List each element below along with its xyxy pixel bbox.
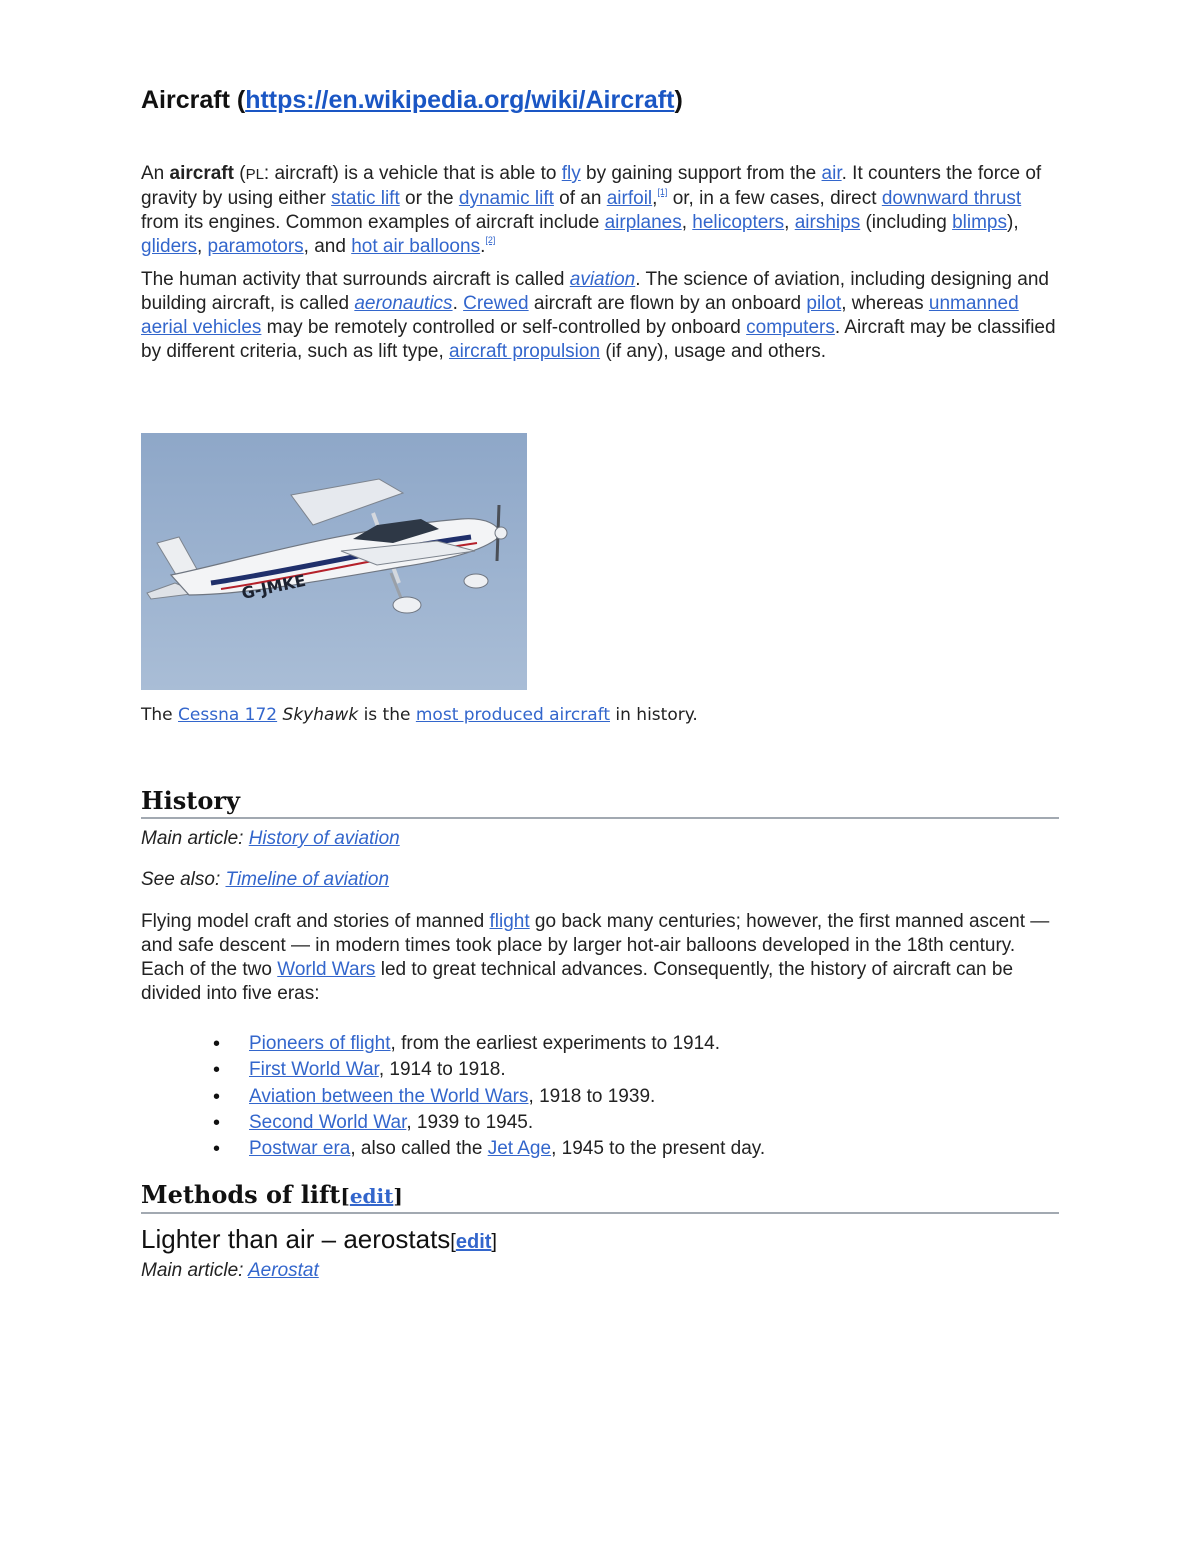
edit-methods-button[interactable]: edit <box>349 1184 394 1208</box>
link-aviation-between-wars[interactable]: Aviation between the World Wars <box>249 1085 529 1107</box>
link-static-lift[interactable]: static lift <box>331 188 400 209</box>
link-airplanes[interactable]: airplanes <box>604 212 682 233</box>
edit-section-link: [edit] <box>450 1231 497 1253</box>
link-flight[interactable]: flight <box>489 911 530 932</box>
link-postwar-era[interactable]: Postwar era <box>249 1138 351 1160</box>
link-aircraft-propulsion[interactable]: aircraft propulsion <box>449 341 601 362</box>
reference-1[interactable]: [1] <box>657 187 668 197</box>
link-airfoil[interactable]: airfoil <box>606 188 653 209</box>
plural-abbr: PL <box>245 166 264 183</box>
link-world-wars[interactable]: World Wars <box>277 959 376 980</box>
registration-mark: G-JMKE <box>239 570 308 603</box>
link-computers[interactable]: computers <box>746 317 835 338</box>
link-downward-thrust[interactable]: downward thrust <box>881 188 1022 209</box>
history-heading: History <box>141 786 1059 819</box>
link-timeline-of-aviation[interactable]: Timeline of aviation <box>225 869 390 890</box>
list-item: • First World War, 1914 to 1918. <box>141 1057 765 1083</box>
link-airships[interactable]: airships <box>794 212 861 233</box>
methods-of-lift-heading: Methods of lift[edit] <box>141 1180 1059 1214</box>
link-paramotors[interactable]: paramotors <box>207 236 304 257</box>
link-cessna-172[interactable]: Cessna 172 <box>178 705 278 725</box>
page-title: Aircraft (https://en.wikipedia.org/wiki/Aircraft) <box>141 86 683 114</box>
eras-list <box>141 1031 765 1162</box>
aircraft-term: aircraft <box>169 163 234 184</box>
link-fly[interactable]: fly <box>561 163 581 184</box>
cessna-illustration <box>141 433 527 690</box>
aerostat-main-article-note: Main article: Aerostat <box>141 1260 319 1281</box>
aviation-paragraph: The human activity that surrounds aircraft is called aviation. The science of aviation, including designing and building aircraft, is called aeronautics. Crewed aircraft are flown by an onboard pilot, whereas unmanned aerial vehicles may be remotely controlled or self-controlled by onboard computers. Aircraft may be classified by different criteria, such as lift type, aircraft propulsion (if any), usage and others. <box>141 269 1056 362</box>
list-item: • Second World War, 1939 to 1945. <box>141 1110 765 1136</box>
link-uav[interactable]: unmanned aerial vehicles <box>141 293 1019 338</box>
aerostats-heading: Lighter than air – aerostats[edit] <box>141 1224 497 1254</box>
link-pioneers-of-flight[interactable]: Pioneers of flight <box>249 1033 391 1054</box>
wheel-fairing-main <box>393 597 421 613</box>
link-dynamic-lift[interactable]: dynamic lift <box>458 188 554 209</box>
link-aviation[interactable]: aviation <box>569 269 636 290</box>
intro-paragraph: An aircraft (PL: aircraft) is a vehicle that is able to fly by gaining support from the air. It counters the force of gravity by using either static lift or the dynamic lift of an airfoil,[1] or, in a few cases, direct downward thrust from its engines. Common examples of aircraft include airplanes, helicopters, airships (including blimps), gliders, paramotors, and hot air balloons.[2] <box>141 163 1042 257</box>
aircraft-photo <box>141 433 527 690</box>
edit-aerostats-button[interactable]: edit <box>455 1231 492 1253</box>
link-helicopters[interactable]: helicopters <box>692 212 785 233</box>
link-blimps[interactable]: blimps <box>952 212 1007 233</box>
source-url-link[interactable]: https://en.wikipedia.org/wiki/Aircraft <box>245 86 675 114</box>
list-item: • Postwar era, also called the Jet Age, 1945 to the present day. <box>141 1136 765 1162</box>
link-air[interactable]: air <box>821 163 842 184</box>
link-pilot[interactable]: pilot <box>806 293 842 314</box>
link-most-produced-aircraft[interactable]: most produced aircraft <box>415 705 610 725</box>
link-aeronautics[interactable]: aeronautics <box>354 293 453 314</box>
link-crewed[interactable]: Crewed <box>463 293 529 314</box>
main-article-note: Main article: History of aviation <box>141 828 400 849</box>
see-also-note: See also: Timeline of aviation <box>141 869 390 890</box>
link-second-world-war[interactable]: Second World War <box>249 1111 407 1133</box>
link-gliders[interactable]: gliders <box>141 236 197 257</box>
list-item: • Aviation between the World Wars, 1918 to 1939. <box>141 1084 765 1110</box>
spinner <box>495 527 507 539</box>
edit-section-link: [edit] <box>340 1184 403 1208</box>
list-item: • Pioneers of flight, from the earliest experiments to 1914. <box>141 1031 765 1057</box>
link-jet-age[interactable]: Jet Age <box>487 1138 552 1160</box>
figure-caption: The Cessna 172 Skyhawk is the most produced aircraft in history. <box>141 705 698 725</box>
wheel-fairing-nose <box>464 574 488 588</box>
link-first-world-war[interactable]: First World War <box>249 1059 379 1081</box>
link-hot-air-balloons[interactable]: hot air balloons <box>351 236 481 257</box>
link-history-of-aviation[interactable]: History of aviation <box>248 828 400 849</box>
link-aerostat[interactable]: Aerostat <box>248 1260 319 1281</box>
reference-2[interactable]: [2] <box>485 235 496 245</box>
history-paragraph: Flying model craft and stories of manned flight go back many centuries; however, the first manned ascent — and safe descent — in modern times took place by larger hot-air balloons developed in the 18th century. Each of the two World Wars led to great technical advances. Consequently, the history of aircraft can be divided into five eras: <box>141 911 1050 1004</box>
